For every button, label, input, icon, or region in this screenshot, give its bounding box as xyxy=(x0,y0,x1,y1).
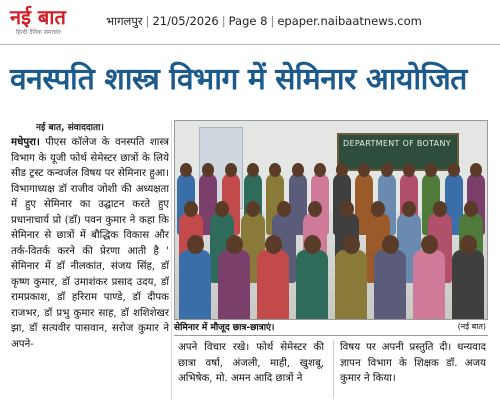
photo-person-head xyxy=(425,163,437,177)
board-text: DEPARTMENT OF BOTANY xyxy=(343,139,451,148)
photo-person-head xyxy=(381,163,393,177)
photo-person-head xyxy=(226,235,243,254)
photo-person-head xyxy=(180,163,192,177)
photo-person-head xyxy=(308,201,322,217)
photo-caption: सेमिनार में मौजूद छात्र-छात्राएं। xyxy=(174,323,275,333)
photo-person-head xyxy=(269,163,281,177)
photo-person-head xyxy=(402,201,416,217)
photo-person xyxy=(452,250,484,320)
masthead-info: भागलपुर | 21/05/2026 | Page 8 | epaper.naibaatnews.com xyxy=(106,14,422,28)
photo-person-head xyxy=(343,235,360,254)
photo-person-head xyxy=(225,163,237,177)
photo-person-head xyxy=(421,235,438,254)
site-url[interactable]: epaper.naibaatnews.com xyxy=(277,14,422,28)
photo-person-head xyxy=(470,163,482,177)
photo-person-head xyxy=(358,163,370,177)
epaper-header xyxy=(0,0,500,45)
photo-department-board xyxy=(337,133,459,171)
article-body-left xyxy=(11,135,169,353)
photo-person xyxy=(296,250,328,320)
article-body-col2: विषय पर अपनी प्रस्तुति दी। धन्यवाद ज्ञापन विभाग के शिक्षक डॉ. अजय कुमार ने किया। xyxy=(340,342,486,384)
article-photo[interactable] xyxy=(174,120,488,320)
newspaper-logo[interactable] xyxy=(10,6,98,40)
photo-person-head xyxy=(202,163,214,177)
photo-person-head xyxy=(292,163,304,177)
photo-person xyxy=(335,250,367,320)
edition-city: भागलपुर xyxy=(106,14,143,28)
photo-person xyxy=(257,250,289,320)
photo-credit: (नई बात) xyxy=(457,322,486,331)
photo-person xyxy=(179,250,211,320)
photo-person-head xyxy=(187,235,204,254)
article-byline: नई बात, संवाददाता। xyxy=(36,123,104,133)
photo-person-head xyxy=(460,235,477,254)
page-number: Page 8 xyxy=(228,14,268,28)
photo-person-head xyxy=(433,201,447,217)
photo-person-head xyxy=(336,163,348,177)
photo-person-head xyxy=(265,235,282,254)
photo-person-head xyxy=(215,201,229,217)
photo-person-head xyxy=(304,235,321,254)
photo-person xyxy=(413,250,445,320)
photo-person-head xyxy=(403,163,415,177)
photo-caption-bar xyxy=(174,319,488,336)
column-divider-bottom xyxy=(333,340,334,398)
logo-tagline: हिन्दी दैनिक समाचार xyxy=(16,29,61,36)
edition-date: 21/05/2026 xyxy=(152,14,219,28)
article-body-col1: अपने विचार रखे। फोर्थ सेमेस्टर की छात्रा वर्षा, अंजली, माही, खुशबू, अभिषेक, मो. अमन आदि छात्रों ने xyxy=(178,342,324,384)
photo-person-head xyxy=(382,235,399,254)
photo-person-head xyxy=(371,201,385,217)
photo-person-head xyxy=(184,201,198,217)
photo-person-head xyxy=(277,201,291,217)
photo-person xyxy=(218,250,250,320)
body-left-text: पीएस कॉलेज के वनस्पति शास्त्र विभाग के यूजी फोर्थ सेमेस्टर छात्रों के लिये सीड ट्रस्ट कन्वर्जल विषय पर सेमिनार हुआ। विभागाध्यक्ष डॉ राजीव जोशी की अध्यक्षता में हुए सेमिनार का उद्घाटन करते हुए प्रधानाचार्य प्रो (डॉ) पवन कुमार ने कहा कि सेमिनार से छात्रों में बौद्धिक विकास और तर्क-वितर्क करने की प्रेरणा आती है ' सेमिनार में डॉ नीलकांत, संजय सिंह, डॉ कृष्ण कुमार, डॉ उमाशंकर प्रसाद उदय, डॉ रामप्रकाश, डॉ हरिराम पाण्डे, डॉ दीपक राजभर, डॉ प्रभु कुमार साह, डॉ शशिशेखर झा, डॉ सत्यवीर पासवान, सरोज कुमार ने अपने- xyxy=(11,137,169,350)
photo-person-head xyxy=(464,201,478,217)
dateline: मधेपुरा। xyxy=(11,137,40,148)
photo-person xyxy=(374,250,406,320)
photo-person-head xyxy=(246,201,260,217)
photo-person-head xyxy=(448,163,460,177)
article-headline: वनस्पति शास्त्र विभाग में सेमिनार आयोजित xyxy=(10,62,467,97)
logo-text: नई बात xyxy=(10,5,66,29)
photo-person-head xyxy=(314,163,326,177)
photo-person-head xyxy=(340,201,354,217)
column-divider xyxy=(171,120,172,400)
photo-person-head xyxy=(247,163,259,177)
